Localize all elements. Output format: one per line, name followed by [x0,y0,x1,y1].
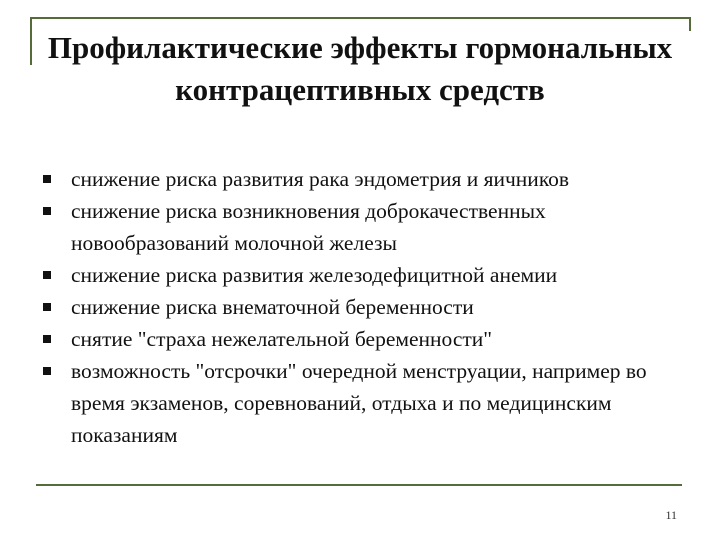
square-bullet-icon [43,271,51,279]
bullet-item [40,259,680,291]
bullet-item [40,355,680,451]
bullet-text: снижение риска развития железодефицитной анемии [71,263,558,287]
bullet-item [40,323,680,355]
bullet-item [40,291,680,323]
square-bullet-icon [43,335,51,343]
square-bullet-icon [43,175,51,183]
frame-top-line [30,17,690,19]
square-bullet-icon [43,303,51,311]
square-bullet-icon [43,367,51,375]
bullet-item [40,195,680,259]
frame-right-tick [689,17,691,31]
bullet-item [40,163,680,195]
bullet-text: снижение риска внематочной беременности [71,295,474,319]
bullet-list [40,163,680,451]
bullet-text: снижение риска развития рака эндометрия и яичников [71,167,570,191]
slide-title: Профилактические эффекты гормональных контрацептивных средств [47,30,673,107]
page-number: 11 [665,508,677,522]
square-bullet-icon [43,207,51,215]
frame-left-line [30,17,32,65]
bullet-text: возможность "отсрочки" очередной менструации, например во время экзаменов, соревнований, отдыха и по медицинским показаниям [71,359,647,447]
bullet-text: снятие "страха нежелательной беременности" [71,327,493,351]
bullet-text: снижение риска возникновения доброкачественных новообразований молочной железы [71,199,546,255]
frame-bottom-line [36,484,682,486]
